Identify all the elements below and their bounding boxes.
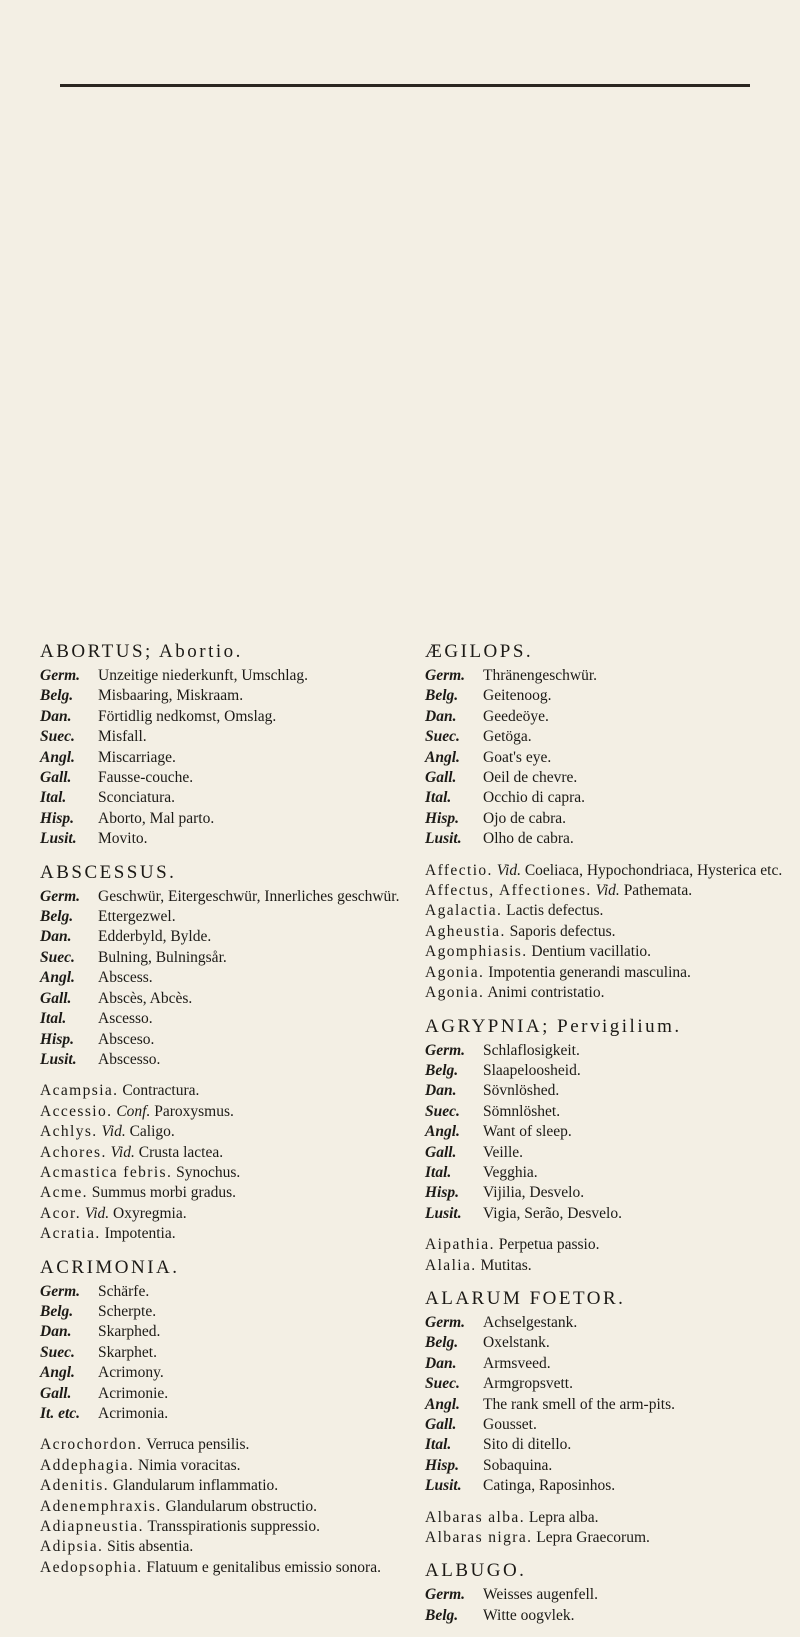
subentry-definition: Synochus. bbox=[176, 1163, 241, 1181]
language-label: Germ. bbox=[40, 1282, 81, 1300]
translation-term: Abscès, Abcès. bbox=[98, 989, 193, 1007]
language-label: Angl. bbox=[40, 748, 75, 766]
translation-term: Olho de cabra. bbox=[483, 830, 574, 848]
subentry-definition: Animi contristatio. bbox=[487, 984, 605, 1002]
cross-reference: Vid. bbox=[595, 882, 620, 900]
translation-term: Geschwür, Eitergeschwür, Innerliches geschwür. bbox=[98, 887, 400, 905]
translation-term: Schärfe. bbox=[98, 1282, 150, 1300]
translation-row bbox=[425, 1354, 795, 1374]
subentry-term: Aipathia. bbox=[425, 1236, 495, 1254]
translation-row bbox=[425, 686, 795, 706]
subentry bbox=[425, 901, 795, 921]
translation-row bbox=[40, 968, 400, 988]
translation-term: Sövnlöshed. bbox=[483, 1082, 560, 1100]
translation-row bbox=[425, 1476, 795, 1496]
translation-row bbox=[40, 809, 400, 829]
subentry bbox=[425, 1528, 795, 1548]
subentry bbox=[40, 1183, 400, 1203]
subentry bbox=[425, 1235, 795, 1255]
entry-headword: ABORTUS; Abortio. bbox=[40, 641, 243, 662]
subentry-definition: Pathemata. bbox=[623, 882, 693, 900]
language-label: Gall. bbox=[425, 769, 457, 787]
subentry bbox=[40, 1537, 400, 1557]
language-label: Germ. bbox=[40, 887, 81, 905]
entry-headword: ALARUM FOETOR. bbox=[425, 1287, 626, 1309]
translation-term: Getöga. bbox=[483, 728, 532, 746]
translation-row bbox=[425, 1435, 795, 1455]
subentry bbox=[40, 1558, 400, 1578]
translation-term: Achselgestank. bbox=[483, 1313, 578, 1331]
subentry-term: Acor. bbox=[40, 1204, 82, 1222]
subentry bbox=[40, 1476, 400, 1496]
translation-row bbox=[425, 809, 795, 829]
subentry-definition: Contractura. bbox=[122, 1082, 200, 1100]
language-label: Dan. bbox=[40, 707, 72, 725]
translation-term: The rank smell of the arm-pits. bbox=[483, 1395, 675, 1413]
cross-reference: Vid. bbox=[496, 861, 521, 879]
subentry-term: Achlys. bbox=[40, 1123, 98, 1141]
translation-row bbox=[425, 1204, 795, 1224]
translation-row bbox=[40, 1322, 400, 1342]
translation-term: Movito. bbox=[98, 830, 148, 848]
subentry-term: Affectio. bbox=[425, 861, 493, 879]
subentry bbox=[40, 1081, 400, 1101]
translation-row bbox=[40, 907, 400, 927]
translation-row bbox=[425, 829, 795, 849]
entry-headword: ACRIMONIA. bbox=[40, 1256, 180, 1278]
translation-row bbox=[40, 1363, 400, 1383]
translation-term: Ettergezwel. bbox=[98, 908, 176, 926]
translation-row bbox=[425, 707, 795, 727]
subentry-term: Adenitis. bbox=[40, 1477, 109, 1495]
subentry-definition: Lactis defectus. bbox=[506, 902, 604, 920]
translation-row bbox=[425, 1143, 795, 1163]
subentry-definition: Sitis absentia. bbox=[107, 1538, 194, 1556]
language-label: Belg. bbox=[425, 1334, 459, 1352]
language-label: Belg. bbox=[40, 908, 74, 926]
translation-term: Edderbyld, Bylde. bbox=[98, 928, 212, 946]
subentry-definition: Impotentia. bbox=[104, 1225, 176, 1243]
translation-row bbox=[425, 1395, 795, 1415]
translation-term: Sömnlöshet. bbox=[483, 1102, 561, 1120]
language-label: Suec. bbox=[40, 1343, 75, 1361]
subentry-definition: Summus morbi gradus. bbox=[91, 1184, 237, 1202]
subentry bbox=[425, 922, 795, 942]
translation-term: Skarphed. bbox=[98, 1323, 161, 1341]
translation-term: Armsveed. bbox=[483, 1354, 551, 1372]
subentry-definition: Caligo. bbox=[129, 1123, 175, 1141]
translation-term: Misbaaring, Miskraam. bbox=[98, 687, 244, 705]
entry-headword: ÆGILOPS. bbox=[425, 641, 534, 662]
translation-term: Slaapeloosheid. bbox=[483, 1061, 581, 1079]
translation-term: Misfall. bbox=[98, 728, 147, 746]
translation-row bbox=[425, 788, 795, 808]
translation-term: Acrimonie. bbox=[98, 1384, 169, 1402]
subentry-list bbox=[425, 861, 795, 1004]
translation-row bbox=[425, 1061, 795, 1081]
translation-row bbox=[40, 1050, 400, 1070]
language-label: Ital. bbox=[425, 789, 452, 807]
language-label: Belg. bbox=[425, 687, 459, 705]
translation-row bbox=[425, 1374, 795, 1394]
subentry-definition: Paroxysmus. bbox=[154, 1102, 234, 1120]
subentry-definition: Lepra Graecorum. bbox=[536, 1529, 650, 1547]
language-label: Lusit. bbox=[40, 830, 77, 848]
language-label: Hisp. bbox=[425, 1456, 460, 1474]
language-label: Ital. bbox=[425, 1163, 452, 1181]
language-label: Gall. bbox=[40, 989, 72, 1007]
language-label: Lusit. bbox=[425, 1204, 462, 1222]
translation-term: Schlaflosigkeit. bbox=[483, 1041, 580, 1059]
entry-headword: ALBUGO. bbox=[425, 1560, 527, 1582]
translation-term: Vijilia, Desvelo. bbox=[483, 1184, 585, 1202]
entry-headword: ABSCESSUS. bbox=[40, 861, 177, 883]
translation-row bbox=[425, 1313, 795, 1333]
translation-row bbox=[425, 666, 795, 686]
language-label: Lusit. bbox=[425, 830, 462, 848]
translation-row bbox=[425, 1415, 795, 1435]
subentry-term: Albaras alba. bbox=[425, 1508, 525, 1526]
subentry-list bbox=[425, 1235, 795, 1276]
translation-row bbox=[425, 1163, 795, 1183]
translation-row bbox=[40, 1302, 400, 1322]
subentry-term: Addephagia. bbox=[40, 1456, 135, 1474]
translation-row bbox=[425, 748, 795, 768]
dictionary-entry bbox=[425, 640, 795, 850]
subentry bbox=[425, 942, 795, 962]
translation-term: Weisses augenfell. bbox=[483, 1586, 598, 1604]
dictionary-entry bbox=[40, 1256, 400, 1425]
language-label: Belg. bbox=[425, 1606, 459, 1624]
subentry-term: Agheustia. bbox=[425, 922, 506, 940]
entry-headword: AGRYPNIA; Pervigilium. bbox=[425, 1015, 682, 1037]
language-label: Angl. bbox=[40, 969, 75, 987]
translation-term: Aborto, Mal parto. bbox=[98, 809, 215, 827]
subentry bbox=[425, 983, 795, 1003]
translation-term: Scherpte. bbox=[98, 1302, 157, 1320]
subentry bbox=[40, 1435, 400, 1455]
cross-reference: Vid. bbox=[84, 1204, 110, 1222]
subentry-definition: Impotentia generandi masculina. bbox=[488, 963, 691, 981]
translation-term: Bulning, Bulningsår. bbox=[98, 948, 227, 966]
subentry-term: Agonia. bbox=[425, 963, 485, 981]
subentry bbox=[425, 1508, 795, 1528]
cross-reference: Vid. bbox=[101, 1123, 126, 1141]
translation-term: Sconciatura. bbox=[98, 789, 176, 807]
subentry-term: Acme. bbox=[40, 1184, 88, 1202]
translation-term: Abscess. bbox=[98, 969, 153, 987]
translation-term: Fausse-couche. bbox=[98, 769, 194, 787]
subentry-term: Achores. bbox=[40, 1143, 107, 1161]
translation-term: Förtidlig nedkomst, Omslag. bbox=[98, 707, 277, 725]
translation-row bbox=[40, 1343, 400, 1363]
translation-term: Vigia, Serão, Desvelo. bbox=[483, 1204, 622, 1222]
subentry bbox=[425, 861, 795, 881]
translation-term: Thränengeschwür. bbox=[483, 667, 598, 684]
language-label: Germ. bbox=[425, 1041, 466, 1059]
translation-term: Vegghia. bbox=[483, 1163, 538, 1181]
language-label: Gall. bbox=[425, 1143, 457, 1161]
translation-term: Geedeöye. bbox=[483, 707, 549, 725]
language-label: Dan. bbox=[425, 1082, 457, 1100]
subentry-term: Acmastica febris. bbox=[40, 1163, 173, 1181]
dictionary-entry bbox=[40, 640, 400, 850]
language-label: Ital. bbox=[40, 789, 67, 807]
subentry-definition: Glandularum inflammatio. bbox=[112, 1477, 279, 1495]
translation-term: Ojo de cabra. bbox=[483, 809, 567, 827]
subentry bbox=[40, 1517, 400, 1537]
language-label: Germ. bbox=[425, 667, 466, 684]
language-label: Germ. bbox=[40, 667, 81, 684]
translation-term: Armgropsvett. bbox=[483, 1375, 573, 1393]
translation-row bbox=[40, 1030, 400, 1050]
language-label: Hisp. bbox=[40, 1030, 75, 1048]
subentry bbox=[40, 1204, 400, 1224]
translation-row bbox=[425, 1183, 795, 1203]
language-label: Germ. bbox=[425, 1313, 466, 1331]
translation-row bbox=[425, 1456, 795, 1476]
translation-term: Witte oogvlek. bbox=[483, 1606, 575, 1624]
subentry-term: Alalia. bbox=[425, 1256, 477, 1274]
subentry bbox=[425, 881, 795, 901]
translation-term: Acrimonia. bbox=[98, 1405, 169, 1422]
subentry-list bbox=[425, 1508, 795, 1549]
language-label: It. etc. bbox=[40, 1405, 81, 1422]
subentry-definition: Oxyregmia. bbox=[113, 1204, 187, 1222]
translation-row bbox=[40, 829, 400, 849]
dictionary-entry bbox=[425, 1015, 795, 1225]
translation-row bbox=[425, 1041, 795, 1061]
subentry-definition: Mutitas. bbox=[480, 1256, 532, 1274]
translation-row bbox=[425, 1122, 795, 1142]
translation-term: Sobaquina. bbox=[483, 1456, 553, 1474]
translation-row bbox=[40, 887, 400, 907]
subentry bbox=[40, 1163, 400, 1183]
language-label: Lusit. bbox=[40, 1050, 77, 1068]
subentry-term: Albaras nigra. bbox=[425, 1529, 533, 1547]
language-label: Dan. bbox=[425, 1354, 457, 1372]
language-label: Angl. bbox=[40, 1364, 75, 1382]
subentry bbox=[40, 1497, 400, 1517]
subentry-term: Agomphiasis. bbox=[425, 943, 528, 961]
translation-row bbox=[40, 748, 400, 768]
language-label: Hisp. bbox=[40, 809, 75, 827]
translation-row bbox=[40, 666, 400, 686]
subentry bbox=[40, 1143, 400, 1163]
language-label: Angl. bbox=[425, 1123, 460, 1141]
language-label: Ital. bbox=[425, 1436, 452, 1454]
translation-term: Want of sleep. bbox=[483, 1123, 572, 1141]
subentry-term: Agalactia. bbox=[425, 902, 503, 920]
language-label: Suec. bbox=[40, 728, 75, 746]
subentry-definition: Crusta lactea. bbox=[138, 1143, 224, 1161]
language-label: Belg. bbox=[40, 1302, 74, 1320]
subentry bbox=[40, 1122, 400, 1142]
language-label: Gall. bbox=[40, 1384, 72, 1402]
left-column bbox=[40, 640, 400, 1589]
language-label: Suec. bbox=[40, 948, 75, 966]
subentry-definition: Perpetua passio. bbox=[498, 1236, 600, 1254]
translation-row bbox=[40, 989, 400, 1009]
translation-row bbox=[40, 686, 400, 706]
translation-row bbox=[425, 1333, 795, 1353]
subentry-definition: Nimia voracitas. bbox=[138, 1456, 241, 1474]
subentry-term: Acratia. bbox=[40, 1225, 101, 1243]
translation-term: Unzeitige niederkunft, Umschlag. bbox=[98, 667, 309, 684]
subentry-definition: Dentium vacillatio. bbox=[531, 943, 652, 961]
translation-row bbox=[40, 1282, 400, 1302]
translation-row bbox=[40, 1404, 400, 1424]
translation-term: Abscesso. bbox=[98, 1050, 161, 1068]
translation-row bbox=[425, 768, 795, 788]
subentry-definition: Flatuum e genitalibus emissio sonora. bbox=[146, 1558, 381, 1576]
translation-row bbox=[40, 727, 400, 747]
translation-term: Geitenoog. bbox=[483, 687, 552, 705]
language-label: Angl. bbox=[425, 748, 460, 766]
language-label: Suec. bbox=[425, 1375, 460, 1393]
language-label: Dan. bbox=[425, 707, 457, 725]
language-label: Suec. bbox=[425, 1102, 460, 1120]
translation-term: Miscarriage. bbox=[98, 748, 176, 766]
translation-term: Catinga, Raposinhos. bbox=[483, 1477, 616, 1495]
language-label: Germ. bbox=[425, 1586, 466, 1604]
subentry-list bbox=[40, 1435, 400, 1578]
translation-term: Ascesso. bbox=[98, 1010, 153, 1028]
subentry bbox=[425, 963, 795, 983]
language-label: Hisp. bbox=[425, 809, 460, 827]
translation-row bbox=[40, 707, 400, 727]
subentry-term: Acampsia. bbox=[40, 1082, 119, 1100]
translation-row bbox=[425, 1585, 795, 1605]
subentry-term: Adipsia. bbox=[40, 1538, 104, 1556]
subentry-term: Affectus, Affectiones. bbox=[425, 882, 592, 900]
translation-row bbox=[40, 1009, 400, 1029]
language-label: Gall. bbox=[425, 1416, 457, 1433]
translation-term: Oxelstank. bbox=[483, 1334, 550, 1352]
language-label: Hisp. bbox=[425, 1184, 460, 1202]
translation-row bbox=[40, 1384, 400, 1404]
subentry-term: Aedopsophia. bbox=[40, 1558, 143, 1576]
translation-term: Gousset. bbox=[483, 1416, 537, 1433]
subentry bbox=[40, 1456, 400, 1476]
subentry-definition: Saporis defectus. bbox=[509, 922, 616, 940]
translation-row bbox=[425, 1081, 795, 1101]
subentry bbox=[40, 1102, 400, 1122]
language-label: Suec. bbox=[425, 728, 460, 746]
translation-term: Sito di ditello. bbox=[483, 1436, 572, 1454]
cross-reference: Vid. bbox=[110, 1143, 135, 1161]
subentry-definition: Coeliaca, Hypochondriaca, Hysterica etc. bbox=[524, 861, 783, 879]
language-label: Ital. bbox=[40, 1010, 67, 1028]
translation-term: Occhio di capra. bbox=[483, 789, 585, 807]
translation-row bbox=[40, 948, 400, 968]
translation-row bbox=[40, 927, 400, 947]
subentry-definition: Verruca pensilis. bbox=[146, 1436, 250, 1454]
header-rule bbox=[60, 84, 750, 87]
translation-row bbox=[425, 1102, 795, 1122]
language-label: Gall. bbox=[40, 769, 72, 787]
right-column bbox=[425, 640, 795, 1637]
subentry-term: Accessio. bbox=[40, 1102, 113, 1120]
translation-term: Goat's eye. bbox=[483, 748, 552, 766]
translation-row bbox=[425, 727, 795, 747]
language-label: Dan. bbox=[40, 928, 72, 946]
translation-term: Absceso. bbox=[98, 1030, 155, 1048]
language-label: Belg. bbox=[425, 1061, 459, 1079]
translation-row bbox=[40, 788, 400, 808]
translation-term: Skarphet. bbox=[98, 1343, 157, 1361]
subentry bbox=[425, 1256, 795, 1276]
subentry-term: Adenemphraxis. bbox=[40, 1497, 162, 1515]
translation-term: Oeil de chevre. bbox=[483, 769, 578, 787]
translation-row bbox=[425, 1606, 795, 1626]
subentry-definition: Lepra alba. bbox=[528, 1508, 599, 1526]
language-label: Dan. bbox=[40, 1323, 72, 1341]
subentry-definition: Transspirationis suppressio. bbox=[147, 1518, 320, 1536]
dictionary-entry bbox=[425, 1287, 795, 1497]
subentry-list bbox=[40, 1081, 400, 1244]
language-label: Lusit. bbox=[425, 1477, 462, 1495]
language-label: Angl. bbox=[425, 1395, 460, 1413]
language-label: Belg. bbox=[40, 687, 74, 705]
subentry-term: Acrochordon. bbox=[40, 1436, 143, 1454]
translation-row bbox=[40, 768, 400, 788]
translation-term: Veille. bbox=[483, 1143, 524, 1161]
subentry-term: Adiapneustia. bbox=[40, 1518, 144, 1536]
subentry bbox=[40, 1224, 400, 1244]
dictionary-entry bbox=[40, 861, 400, 1071]
subentry-term: Agonia. bbox=[425, 984, 485, 1002]
translation-term: Acrimony. bbox=[98, 1364, 164, 1382]
cross-reference: Conf. bbox=[116, 1102, 151, 1120]
dictionary-entry bbox=[425, 1559, 795, 1626]
subentry-definition: Glandularum obstructio. bbox=[165, 1497, 318, 1515]
